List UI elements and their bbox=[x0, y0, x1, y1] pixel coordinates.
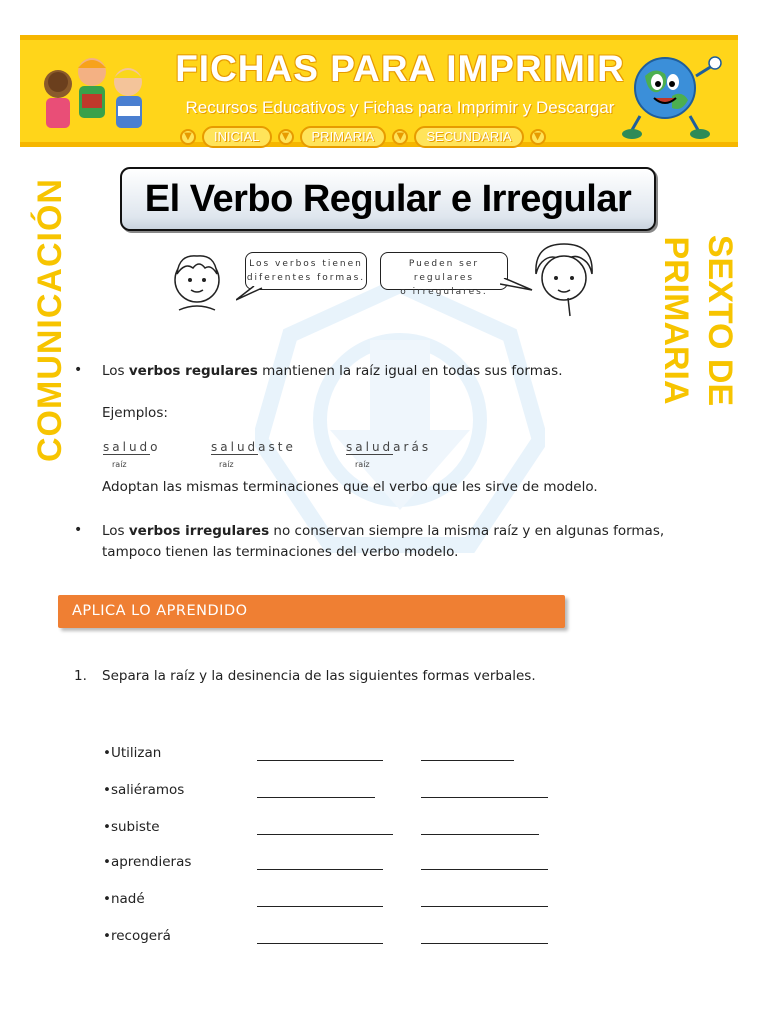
page-title bbox=[120, 167, 656, 231]
verb-item: •Utilizan bbox=[103, 745, 162, 761]
example-raiz-label: raíz bbox=[219, 460, 234, 469]
verb-item: •nadé bbox=[103, 891, 145, 907]
examples-label: Ejemplos: bbox=[102, 405, 168, 421]
speech-bubble-right bbox=[380, 252, 508, 297]
bubble-left-line1: Los verbos tienen bbox=[249, 259, 363, 269]
irregular-line2: tampoco tienen las terminaciones del verbo modelo. bbox=[102, 544, 459, 560]
arrow-down-icon: ▼ bbox=[278, 129, 294, 145]
answer-line-raiz[interactable] bbox=[257, 906, 383, 907]
bubble-left-line2: diferentes formas. bbox=[246, 273, 366, 283]
verb-item: •aprendieras bbox=[103, 854, 192, 870]
example-ending: o bbox=[150, 440, 161, 454]
irregular-term: verbos irregulares bbox=[128, 523, 270, 539]
regular-prefix: Los bbox=[102, 363, 129, 379]
answer-line-raiz[interactable] bbox=[257, 760, 383, 761]
header-banner bbox=[20, 35, 738, 147]
arrow-down-icon: ▼ bbox=[530, 129, 546, 145]
answer-line-raiz[interactable] bbox=[257, 943, 383, 944]
example-word bbox=[211, 440, 296, 454]
example-word bbox=[346, 440, 431, 454]
grade-label-text: SEXTO DE PRIMARIA bbox=[657, 234, 739, 407]
example-ending: arás bbox=[393, 440, 432, 454]
bullet-icon: • bbox=[74, 362, 83, 378]
exercise-number: 1. bbox=[74, 668, 87, 684]
example-root: salud bbox=[103, 440, 151, 454]
level-primaria[interactable]: PRIMARIA bbox=[300, 126, 387, 148]
regular-definition bbox=[102, 362, 563, 380]
irregular-definition bbox=[102, 522, 696, 540]
exercise-instruction: Separa la raíz y la desinencia de las siguientes formas verbales. bbox=[102, 668, 536, 684]
answer-line-desinencia[interactable] bbox=[421, 869, 548, 870]
arrow-down-icon: ▼ bbox=[392, 129, 408, 145]
globe-mascot-icon bbox=[620, 46, 730, 146]
regular-note: Adoptan las mismas terminaciones que el verbo que les sirve de modelo. bbox=[102, 479, 598, 495]
answer-line-desinencia[interactable] bbox=[421, 943, 548, 944]
arrow-down-icon: ▼ bbox=[180, 129, 196, 145]
grade-label bbox=[657, 158, 742, 483]
answer-line-desinencia[interactable] bbox=[421, 760, 514, 761]
section-heading: APLICA LO APRENDIDO bbox=[58, 595, 565, 628]
level-nav bbox=[180, 126, 640, 148]
answer-line-desinencia[interactable] bbox=[421, 834, 539, 835]
answer-line-raiz[interactable] bbox=[257, 797, 375, 798]
irregular-prefix: Los bbox=[102, 523, 129, 539]
example-raiz-label: raíz bbox=[112, 460, 127, 469]
bullet-icon: • bbox=[74, 522, 83, 538]
watermark-logo-icon bbox=[255, 280, 545, 560]
level-secundaria[interactable]: SECUNDARIA bbox=[414, 126, 523, 148]
bubble-right-line1: Pueden ser regulares bbox=[408, 259, 480, 283]
speech-bubble-left bbox=[245, 252, 367, 290]
example-ending: aste bbox=[258, 440, 296, 454]
irregular-rest: no conservan siempre la misma raíz y en algunas formas, bbox=[269, 523, 665, 539]
bubble-left-tail bbox=[236, 286, 266, 302]
answer-line-raiz[interactable] bbox=[257, 869, 383, 870]
bubble-right-line2: o irregulares. bbox=[400, 287, 488, 297]
girl-face-icon bbox=[528, 238, 600, 322]
banner-title: FICHAS PARA IMPRIMIR bbox=[175, 48, 625, 89]
verb-item: •recogerá bbox=[103, 928, 171, 944]
subject-label bbox=[30, 160, 70, 480]
boy-face-icon bbox=[165, 246, 235, 316]
example-root: salud bbox=[346, 440, 394, 454]
answer-line-desinencia[interactable] bbox=[421, 797, 548, 798]
subject-label-text: COMUNICACIÓN bbox=[31, 178, 69, 462]
verb-item: •subiste bbox=[103, 819, 160, 835]
example-word bbox=[103, 440, 161, 454]
children-illustration bbox=[30, 44, 160, 144]
answer-line-desinencia[interactable] bbox=[421, 906, 548, 907]
banner-subtitle: Recursos Educativos y Fichas para Imprimir y Descargar bbox=[185, 98, 615, 117]
example-root: salud bbox=[211, 440, 259, 454]
regular-term: verbos regulares bbox=[128, 363, 258, 379]
answer-line-raiz[interactable] bbox=[257, 834, 393, 835]
verb-item: •saliéramos bbox=[103, 782, 185, 798]
level-inicial[interactable]: INICIAL bbox=[202, 126, 272, 148]
regular-rest: mantienen la raíz igual en todas sus formas. bbox=[257, 363, 563, 379]
example-raiz-label: raíz bbox=[355, 460, 370, 469]
page-title-text: El Verbo Regular e Irregular bbox=[144, 178, 632, 220]
